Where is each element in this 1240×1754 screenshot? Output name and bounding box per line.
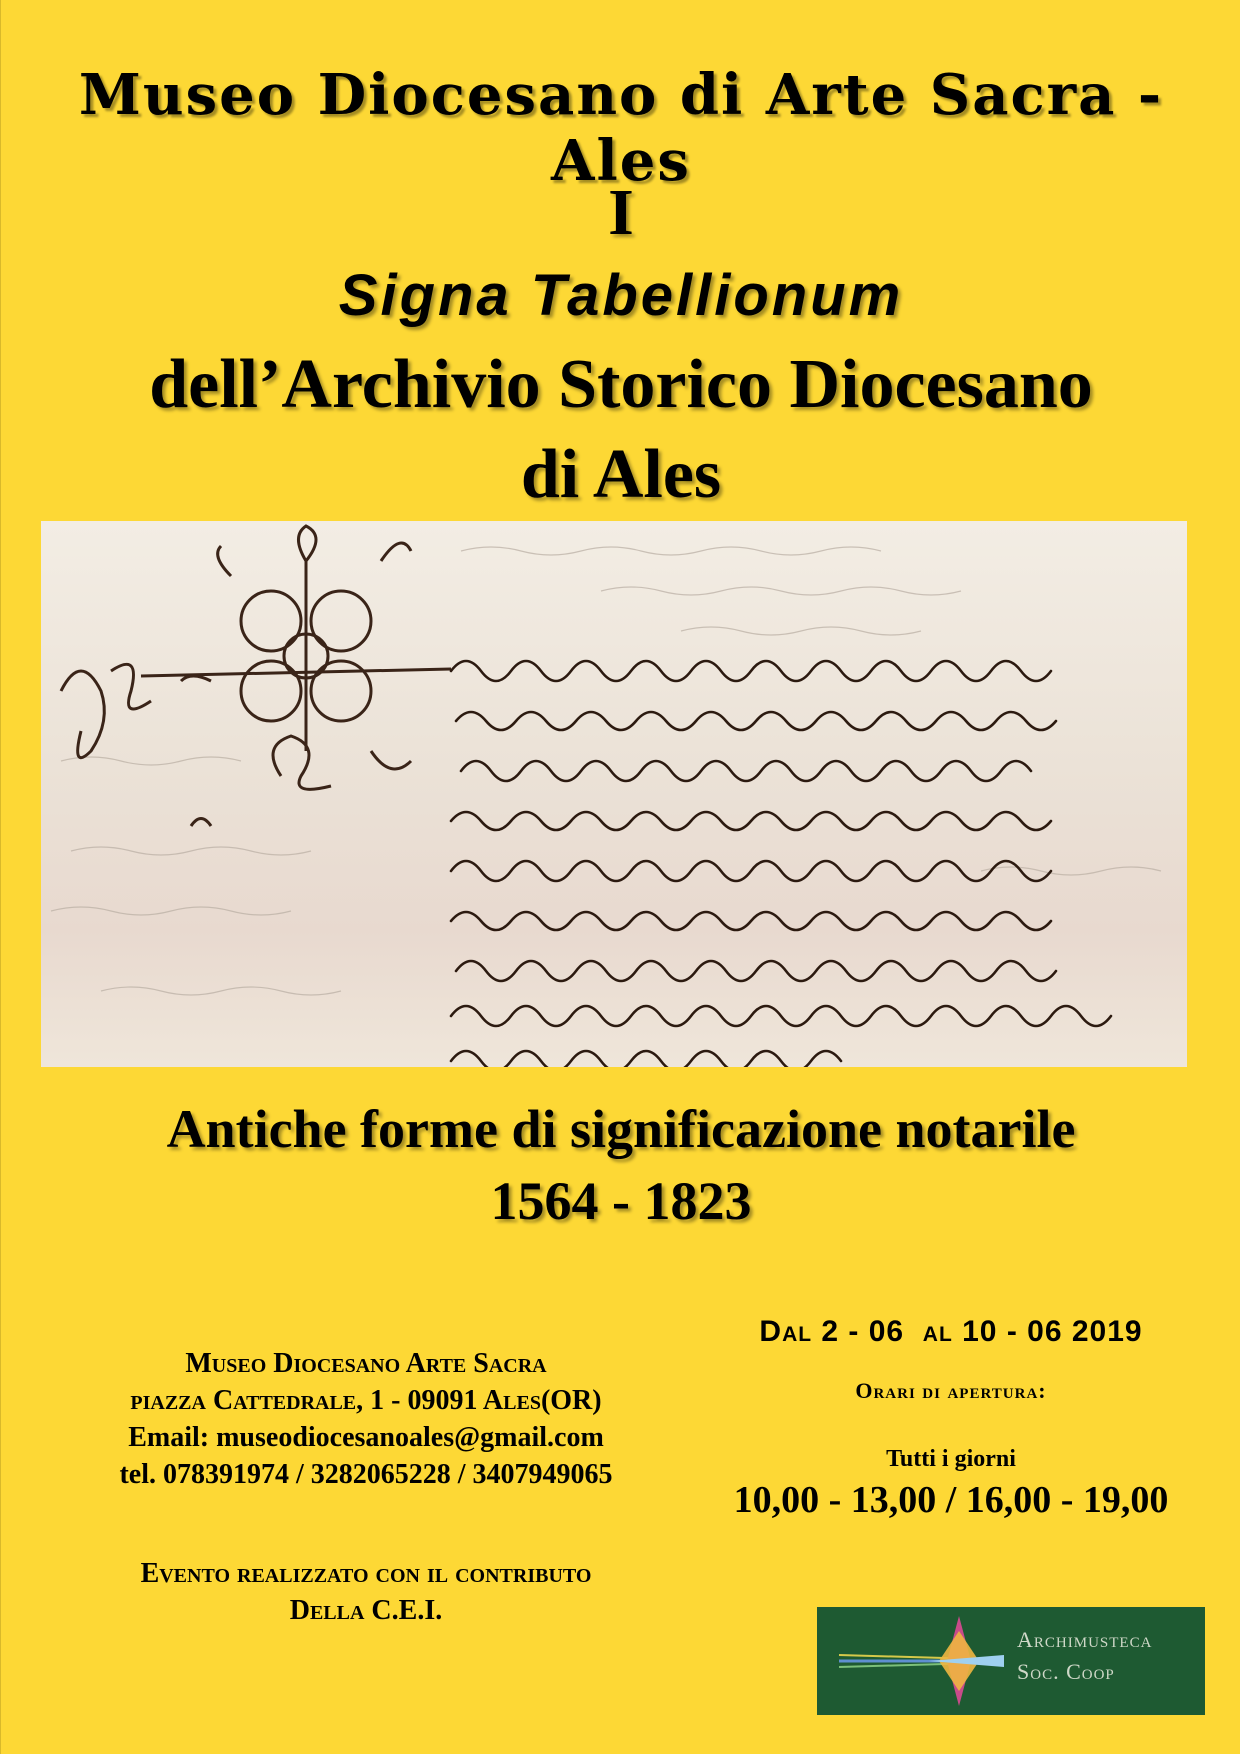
logo-name: Archimusteca [1017, 1627, 1153, 1652]
contact-block [41, 1345, 691, 1493]
opening-hours: 10,00 - 13,00 / 16,00 - 19,00 [733, 1479, 1169, 1521]
contribution-line-2: Della C.E.I. [289, 1595, 443, 1626]
exhibition-subtitle [1, 340, 1240, 520]
contact-email: Email: museodiocesanoales@gmail.com [128, 1422, 604, 1453]
contact-address: piazza Cattedrale, 1 - 09091 Ales(OR) [130, 1385, 602, 1416]
contact-phone: tel. 078391974 / 3282065228 / 3407949065 [119, 1459, 613, 1490]
signa-title: Signa Tabellionum [338, 263, 904, 328]
contact-name: Museo Diocesano Arte Sacra [185, 1348, 547, 1379]
contribution-line-1: Evento realizzato con il contributo [140, 1558, 592, 1589]
archimusteca-logo [817, 1607, 1205, 1715]
manuscript-drawing [41, 521, 1187, 1067]
opening-days: Tutti i giorni [886, 1446, 1016, 1472]
logo-sub: Soc. Coop [1017, 1659, 1115, 1684]
exhibition-title: Antiche forme di significazione notarile [166, 1099, 1076, 1159]
exhibition-dates: Dal 2 - 06 al 10 - 06 2019 [759, 1315, 1143, 1348]
subtitle-line-1: dell’Archivio Storico Diocesano [149, 346, 1093, 423]
contribution-block [41, 1555, 691, 1629]
opening-hours-label: Orari di apertura: [855, 1378, 1047, 1403]
manuscript-image [41, 521, 1187, 1067]
roman-numeral: I [608, 176, 634, 249]
exhibition-years: 1564 - 1823 [490, 1171, 752, 1231]
museum-title: Museo Diocesano di Arte Sacra - Ales [78, 62, 1164, 194]
compass-rose-icon [829, 1611, 1029, 1711]
subtitle-line-2: di Ales [520, 436, 722, 513]
